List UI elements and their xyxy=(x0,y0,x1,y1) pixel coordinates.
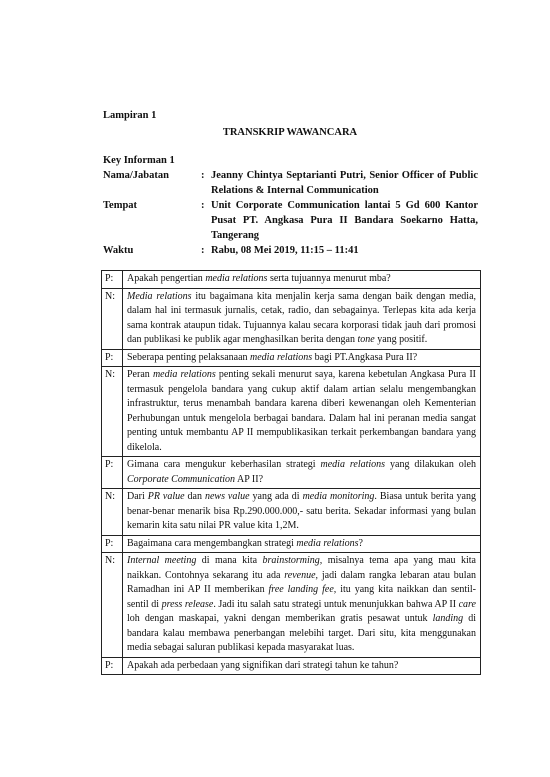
info-row-name xyxy=(103,168,478,198)
speaker-cell: P: xyxy=(102,657,123,675)
utterance-text: penting sekali menurut saya, karena kebetulan Angkasa Pura II termasuk pengelola bandara yang cukup aktif dalam artian selalu mengembangkan infrastruktur, terus menambah bandara karena diberi kewenangan oleh Kementerian Perhubungan untuk mengelola berbagai bandara. Dalam hal ini peranan media sangat penting untuk membantu AP II mempublikasikan terkait perkembangan bandara yang dikelola. xyxy=(127,369,476,453)
info-row-place xyxy=(103,198,478,243)
utterance-text: Seberapa penting pelaksanaan xyxy=(127,351,251,363)
utterance-text: Apakah ada perbedaan yang signifikan dari strategi tahun ke tahun? xyxy=(127,659,399,671)
appendix-label: Lampiran 1 xyxy=(103,110,157,121)
info-colon: : xyxy=(201,200,205,211)
italic-term: media relations xyxy=(205,273,268,284)
italic-term: media monitoring xyxy=(302,491,375,502)
utterance-text: Peran xyxy=(127,369,153,380)
info-label: Tempat xyxy=(103,200,138,211)
informant-info xyxy=(103,168,478,258)
utterance-text: . Biasa untuk berita yang benar-benar menarik bisa Rp.290.000.000,- satu berita. Sekadar informasi yang bulan kemarin kita satu nilai PR value kita 1,2M. xyxy=(127,491,476,531)
italic-term: revenue, xyxy=(284,569,319,581)
italic-term: Media relations xyxy=(127,290,192,302)
italic-term: free landing fee, xyxy=(268,584,337,595)
italic-term: media relations xyxy=(296,537,359,549)
transcript-body xyxy=(102,271,481,675)
utterance-cell xyxy=(123,367,481,457)
italic-term: PR value xyxy=(147,491,185,502)
info-row-time xyxy=(103,243,478,258)
italic-term: media relations xyxy=(152,369,216,380)
italic-term: brainstorming, xyxy=(262,555,323,566)
utterance-text: ? xyxy=(358,537,363,549)
transcript-row xyxy=(102,271,481,289)
transcript-row xyxy=(102,489,481,536)
info-value: Rabu, 08 Mei 2019, 11:15 – 11:41 xyxy=(211,245,359,256)
utterance-cell xyxy=(123,271,481,289)
utterance-text: di bandara kalau membawa penerbangan melebihi target. Dari situ, kita menggunakan media sebagai saluran publikasi kepada masyarakat luas. xyxy=(127,613,476,653)
italic-term: care xyxy=(458,598,476,610)
utterance-cell xyxy=(123,535,481,553)
transcript-row xyxy=(102,553,481,658)
transcript-row xyxy=(102,367,481,457)
info-label: Waktu xyxy=(103,245,134,256)
speaker-cell: P: xyxy=(102,457,123,489)
utterance-text: itu bagaimana kita menjalin kerja sama dengan baik dengan media, dalam hal ini termasuk jurnalis, cetak, radio, dan sebagainya. Terlepas kita ada kerja sama kontrak ataupun tidak. Tujuannya kalau secara korporasi tidak jauh dari promosi dan publikasi ke publik agar menghasilkan berita dengan xyxy=(127,290,477,345)
speaker-cell: N: xyxy=(102,288,123,349)
utterance-text: yang dilakukan oleh xyxy=(385,459,477,470)
italic-term: tone xyxy=(357,334,375,345)
utterance-text: serta tujuannya menurut mba? xyxy=(267,273,391,284)
italic-term: news value xyxy=(204,491,250,502)
utterance-text: . Jadi itu salah satu strategi untuk menunjukkan bahwa AP II xyxy=(213,598,459,610)
info-colon: : xyxy=(201,170,205,181)
transcript-row xyxy=(102,349,481,367)
utterance-text: Apakah pengertian xyxy=(127,273,206,284)
speaker-cell: P: xyxy=(102,535,123,553)
transcript-table xyxy=(101,270,481,675)
document-title: TRANSKRIP WAWANCARA xyxy=(222,127,358,138)
transcript-row xyxy=(102,535,481,553)
utterance-text: dan xyxy=(184,491,205,502)
transcript-row xyxy=(102,457,481,489)
speaker-cell: P: xyxy=(102,271,123,289)
transcript-row xyxy=(102,657,481,675)
utterance-text: Gimana cara mengukur keberhasilan strategi xyxy=(127,459,321,470)
utterance-text: bagi PT.Angkasa Pura II? xyxy=(312,351,418,363)
italic-term: press release xyxy=(161,598,214,610)
utterance-text: di mana kita xyxy=(196,555,263,566)
info-value: Unit Corporate Communication lantai 5 Gd 600 Kantor Pusat PT. Angkasa Pura II Bandara Soekarno Hatta, Tangerang xyxy=(211,200,478,241)
info-value: Jeanny Chintya Septarianti Putri, Senior Officer of Public Relations & Internal Communication xyxy=(211,170,478,196)
utterance-text: Dari xyxy=(127,491,148,502)
utterance-text: yang ada di xyxy=(249,491,303,502)
speaker-cell: P: xyxy=(102,349,123,367)
transcript-row xyxy=(102,288,481,349)
italic-term: landing xyxy=(432,613,464,624)
utterance-cell xyxy=(123,349,481,367)
informant-heading: Key Informan 1 xyxy=(103,155,175,166)
utterance-text: Bagaimana cara mengembangkan strategi xyxy=(127,537,297,549)
utterance-cell xyxy=(123,553,481,658)
info-label: Nama/Jabatan xyxy=(103,170,169,181)
utterance-cell xyxy=(123,489,481,536)
speaker-cell: N: xyxy=(102,367,123,457)
italic-term: Internal meeting xyxy=(127,555,197,566)
utterance-text: misalnya tema apa yang mau kita naikkan. Contohnya sekarang itu ada xyxy=(127,555,476,581)
italic-term: Corporate Communication xyxy=(127,473,236,485)
utterance-text: jadi dalam rangka lebaran atau bulan Ramadhan ini AP II memberikan xyxy=(127,569,477,595)
speaker-cell: N: xyxy=(102,553,123,658)
utterance-text: yang positif. xyxy=(374,334,428,345)
italic-term: media relations xyxy=(250,351,313,363)
italic-term: media relations xyxy=(320,459,386,470)
speaker-cell: N: xyxy=(102,489,123,536)
utterance-text: itu yang kita naikkan dan sentil-sentil di xyxy=(127,584,476,610)
utterance-text: loh dengan maskapai, yakni dengan memberikan gratis pesawat untuk xyxy=(127,613,433,624)
utterance-text: AP II? xyxy=(235,473,264,485)
info-colon: : xyxy=(201,245,205,256)
utterance-cell xyxy=(123,457,481,489)
utterance-cell xyxy=(123,657,481,675)
utterance-cell xyxy=(123,288,481,349)
